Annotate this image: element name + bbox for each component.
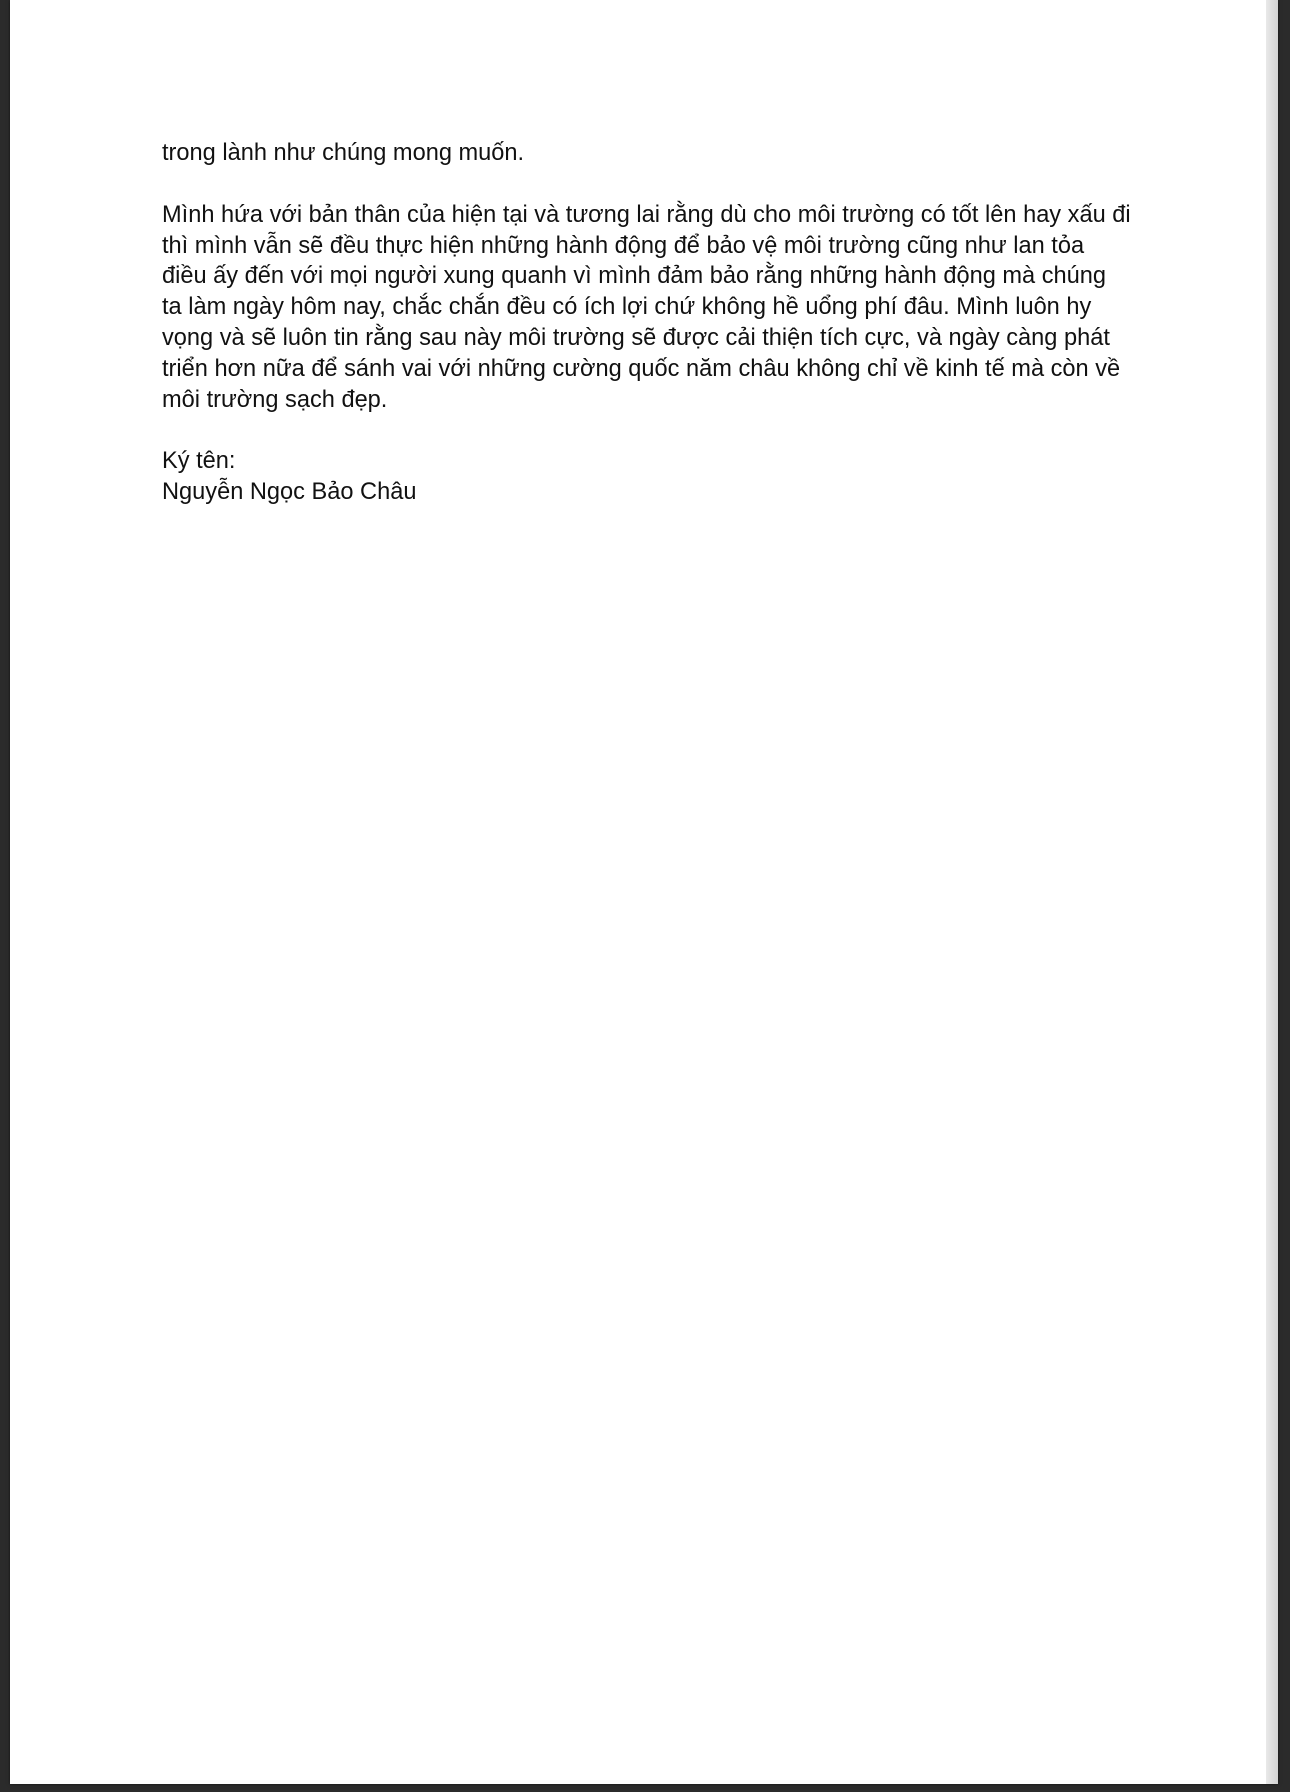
text-line: điều ấy đến với mọi người xung quanh vì mình đảm bảo rằng những hành động mà chúng [162, 263, 1106, 290]
text-line: Mình hứa với bản thân của hiện tại và tương lai rằng dù cho môi trường có tốt lên hay xấu đi [162, 201, 1131, 228]
text-line: triển hơn nữa để sánh vai với những cường quốc năm châu không chỉ về kinh tế mà còn về [162, 355, 1121, 382]
text-line: môi trường sạch đẹp. [162, 386, 388, 413]
signature-block [162, 446, 1162, 508]
signature-name: Nguyễn Ngọc Bảo Châu [162, 479, 417, 506]
signature-label: Ký tên: [162, 448, 236, 475]
paragraph-spacer [162, 415, 1162, 446]
opening-paragraph-end [162, 138, 1162, 169]
text-line: trong lành như chúng mong muốn. [162, 140, 525, 166]
text-line: ta làm ngày hôm nay, chắc chắn đều có ích lợi chứ không hề uổng phí đâu. Mình luôn hy [162, 294, 1092, 321]
document-page [10, 0, 1278, 1784]
page-content [162, 138, 1162, 508]
text-line: thì mình vẫn sẽ đều thực hiện những hành động để bảo vệ môi trường cũng như lan tỏa [162, 232, 1085, 259]
text-line: vọng và sẽ luôn tin rằng sau này môi trường sẽ được cải thiện tích cực, và ngày càng phát [162, 324, 1110, 351]
paragraph-spacer [162, 169, 1162, 200]
page-edge-shadow [1266, 0, 1278, 1784]
promise-paragraph [162, 200, 1162, 416]
